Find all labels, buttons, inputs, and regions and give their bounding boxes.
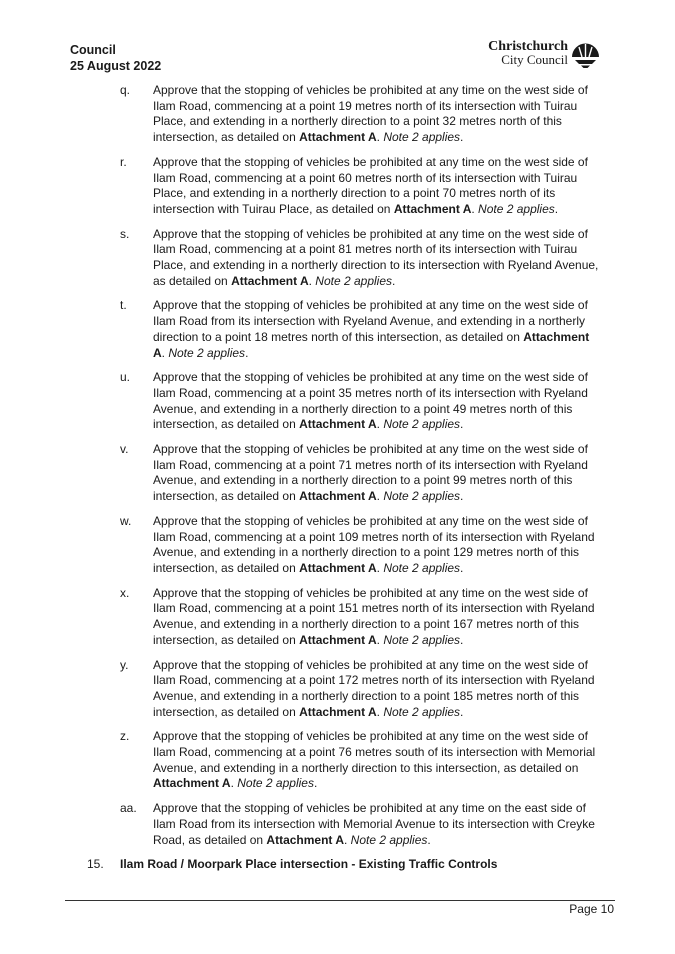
list-item	[0, 227, 603, 290]
item-text: Approve that the stopping of vehicles be prohibited at any time on the east side of Ilam Road from its intersection with Memorial Avenue to its intersection with Creyke Road, as detailed on Attachment A. Note 2 applies.	[153, 801, 595, 847]
logo-line1: Christchurch	[488, 39, 568, 54]
item-text: Approve that the stopping of vehicles be prohibited at any time on the west side of Ilam Road, commencing at a point 81 metres north of its intersection with Tuirau Place, and extending in a northerly direction to its intersection with Ryeland Avenue, as detailed on Attachment A. Note 2 applies.	[153, 226, 599, 288]
list-item	[0, 442, 603, 505]
header-title: Council	[70, 43, 116, 57]
item-text: Approve that the stopping of vehicles be prohibited at any time on the west side of Ilam Road, commencing at a point 60 metres north of its intersection with Tuirau Place, and extending in a northerly direction to a point 70 metres north of its intersection with Tuirau Place, as detailed on Attachment A. Note 2 applies.	[153, 154, 588, 216]
list-item	[0, 658, 603, 721]
header-date: 25 August 2022	[70, 59, 162, 73]
list-item	[0, 729, 603, 792]
list-item	[0, 586, 603, 649]
item-label: z.	[120, 729, 130, 744]
item-text: Approve that the stopping of vehicles be prohibited at any time on the west side of Ilam Road, commencing at a point 35 metres north of its intersection with Ryeland Avenue, and extending in a northerly direction to a point 49 metres north of this intersection, as detailed on Attachment A. Note 2 applies.	[153, 370, 588, 432]
item-label: r.	[120, 154, 127, 169]
council-emblem-icon	[571, 41, 600, 69]
item-text: Approve that the stopping of vehicles be prohibited at any time on the west side of Ilam Road, commencing at a point 109 metres north of its intersection with Ryeland Avenue, and extending in a northerly direction to a point 129 metres north of this intersection, as detailed on Attachment A. Note 2 applies.	[153, 513, 595, 575]
section-number: 15.	[87, 857, 104, 872]
item-text: Approve that the stopping of vehicles be prohibited at any time on the west side of Ilam Road, commencing at a point 19 metres north of its intersection with Tuirau Place, and extending in a northerly direction to a point 32 metres north of this intersection, as detailed on Attachment A. Note 2 applies.	[153, 83, 588, 145]
item-text: Approve that the stopping of vehicles be prohibited at any time on the west side of Ilam Road, commencing at a point 76 metres south of its intersection with Memorial Avenue, and extending in a northerly direction to this intersection, as detailed on Attachment A. Note 2 applies.	[153, 729, 596, 791]
list-item	[0, 155, 603, 218]
item-label: v.	[120, 442, 129, 457]
item-label: x.	[120, 585, 130, 600]
item-label: w.	[120, 513, 132, 528]
item-label: y.	[120, 657, 129, 672]
section-title: Ilam Road / Moorpark Place intersection - Existing Traffic Controls	[120, 857, 498, 872]
resolution-list	[0, 83, 675, 873]
item-label: aa.	[120, 801, 137, 816]
list-item	[0, 370, 603, 433]
item-text: Approve that the stopping of vehicles be prohibited at any time on the west side of Ilam Road, commencing at a point 151 metres north of its intersection with Ryeland Avenue, and extending in a northerly direction to a point 167 metres north of this intersection, as detailed on Attachment A. Note 2 applies.	[153, 585, 595, 647]
section-heading	[0, 857, 675, 873]
logo-line2: City Council	[501, 52, 568, 67]
item-text: Approve that the stopping of vehicles be prohibited at any time on the west side of Ilam Road from its intersection with Ryeland Avenue, and extending in a northerly direction to a point 18 metres north of this intersection, as detailed on Attachment A. Note 2 applies.	[153, 298, 590, 360]
document-header	[70, 42, 161, 74]
item-label: s.	[120, 226, 130, 241]
item-label: u.	[120, 370, 131, 385]
page-number: Page 10	[569, 902, 614, 916]
council-logo	[480, 40, 600, 70]
list-item	[0, 801, 603, 848]
logo-text	[488, 40, 568, 66]
list-item	[0, 514, 603, 577]
item-text: Approve that the stopping of vehicles be prohibited at any time on the west side of Ilam Road, commencing at a point 172 metres north of its intersection with Ryeland Avenue, and extending in a northerly direction to a point 185 metres north of this intersection, as detailed on Attachment A. Note 2 applies.	[153, 657, 595, 719]
item-text: Approve that the stopping of vehicles be prohibited at any time on the west side of Ilam Road, commencing at a point 71 metres north of its intersection with Ryeland Avenue, and extending in a northerly direction to a point 99 metres north of this intersection, as detailed on Attachment A. Note 2 applies.	[153, 442, 588, 504]
list-item	[0, 83, 603, 146]
list-item	[0, 298, 603, 361]
item-label: t.	[120, 298, 127, 313]
footer-divider	[65, 900, 615, 901]
item-label: q.	[120, 83, 131, 97]
